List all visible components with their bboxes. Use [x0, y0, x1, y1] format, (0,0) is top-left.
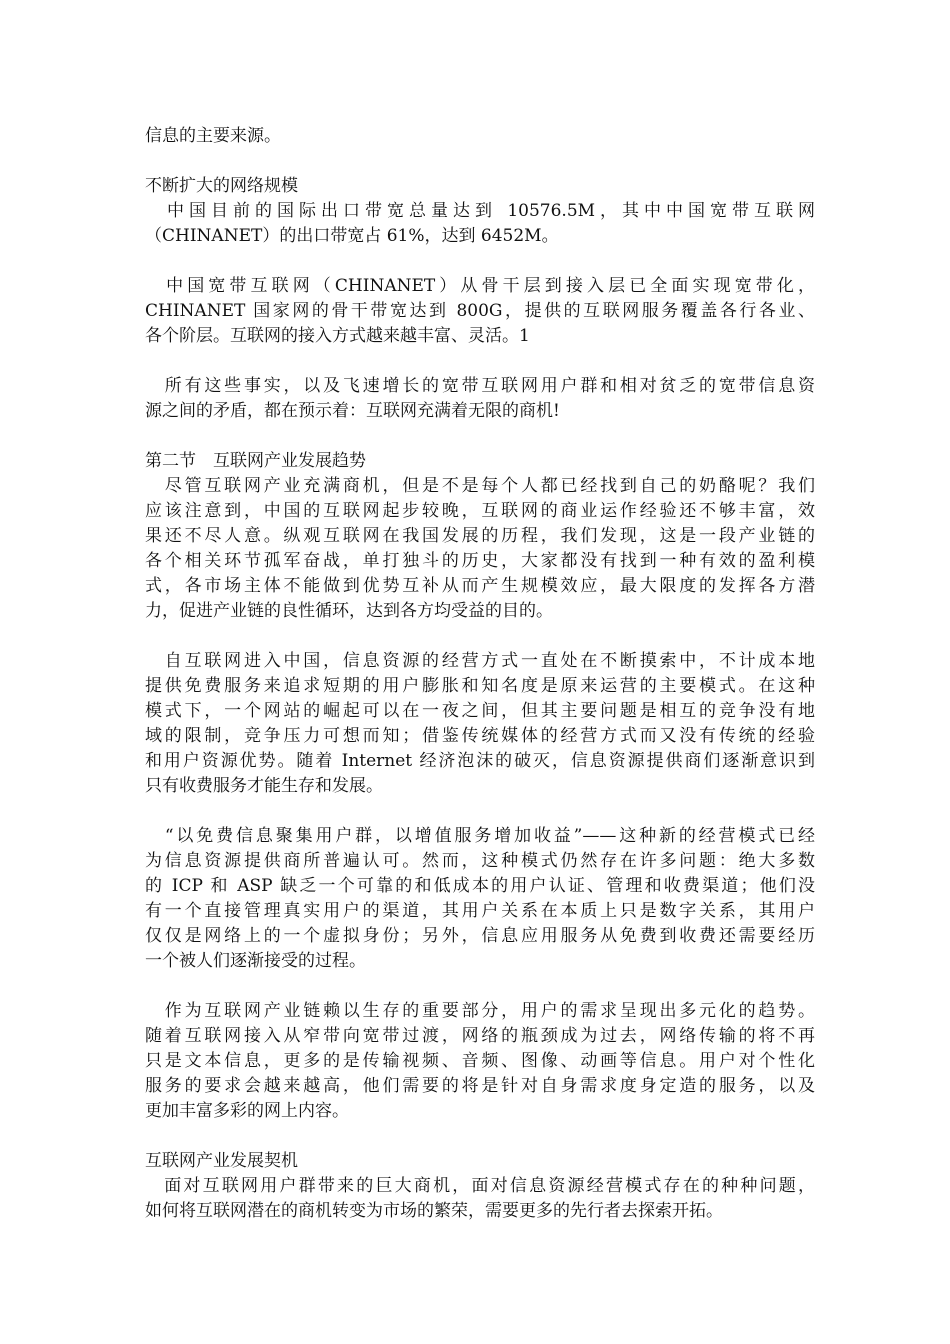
blank-line — [145, 624, 815, 649]
paragraph-line: 提供免费服务来追求短期的用户膨胀和知名度是原来运营的主要模式。在这种 — [145, 676, 815, 696]
paragraph-line: 和用户资源优势。随着 Internet 经济泡沫的破灭，信息资源提供商们逐渐意识到 — [145, 751, 815, 771]
paragraph-line: 作为互联网产业链赖以生存的重要部分，用户的需求呈现出多元化的趋势。 — [145, 1001, 815, 1021]
paragraph-line: 自互联网进入中国，信息资源的经营方式一直处在不断摸索中，不计成本地 — [145, 651, 815, 671]
paragraph — [145, 124, 815, 149]
section-heading: 第二节 互联网产业发展趋势 — [145, 451, 366, 471]
paragraph-line: 仅仅是网络上的一个虚拟身份；另外，信息应用服务从免费到收费还需要经历 — [145, 926, 815, 946]
blank-line — [145, 349, 815, 374]
paragraph-line: 为信息资源提供商所普遍认可。然而，这种模式仍然存在许多问题：绝大多数 — [145, 851, 815, 871]
paragraph-line: 力，促进产业链的良性循环，达到各方均受益的目的。 — [145, 601, 553, 621]
paragraph-line: 只是文本信息，更多的是传输视频、音频、图像、动画等信息。用户对个性化 — [145, 1051, 815, 1071]
paragraph-line: 域的限制，竞争压力可想而知；借鉴传统媒体的经营方式而又没有传统的经验 — [145, 726, 815, 746]
paragraph-line: 一个被人们逐渐接受的过程。 — [145, 951, 366, 971]
section-heading: 不断扩大的网络规模 — [145, 176, 298, 196]
paragraph-line: 各个阶层。互联网的接入方式越来越丰富、灵活。1 — [145, 326, 530, 346]
paragraph-line: 随着互联网接入从窄带向宽带过渡，网络的瓶颈成为过去，网络传输的将不再 — [145, 1026, 815, 1046]
paragraph-line: 中国宽带互联网（CHINANET）从骨干层到接入层已全面实现宽带化， — [145, 276, 815, 296]
blank-line — [145, 1124, 815, 1149]
paragraph-line: 如何将互联网潜在的商机转变为市场的繁荣，需要更多的先行者去探索开拓。 — [145, 1201, 723, 1221]
paragraph — [145, 1174, 815, 1224]
paragraph-line: 的 ICP 和 ASP 缺乏一个可靠的和低成本的用户认证、管理和收费渠道；他们没 — [145, 876, 815, 896]
paragraph-line: 模式下，一个网站的崛起可以在一夜之间，但其主要问题是相互的竞争没有地 — [145, 701, 815, 721]
paragraph-line: （CHINANET）的出口带宽占 61%，达到 6452M。 — [145, 226, 559, 246]
paragraph-line: 果还不尽人意。纵观互联网在我国发展的历程，我们发现，这是一段产业链的 — [145, 526, 815, 546]
paragraph-line: 面对互联网用户群带来的巨大商机，面对信息资源经营模式存在的种种问题， — [145, 1176, 815, 1196]
paragraph-line: 式，各市场主体不能做到优势互补从而产生规模效应，最大限度的发挥各方潜 — [145, 576, 815, 596]
paragraph-line: 尽管互联网产业充满商机，但是不是每个人都已经找到自己的奶酪呢？我们 — [145, 476, 815, 496]
document-page — [145, 124, 815, 1224]
blank-line — [145, 799, 815, 824]
paragraph — [145, 999, 815, 1124]
blank-line — [145, 249, 815, 274]
paragraph — [145, 274, 815, 349]
paragraph-line: 只有收费服务才能生存和发展。 — [145, 776, 383, 796]
paragraph — [145, 649, 815, 799]
paragraph-line: 服务的要求会越来越高，他们需要的将是针对自身需求度身定造的服务，以及 — [145, 1076, 815, 1096]
paragraph — [145, 824, 815, 974]
paragraph-line: 应该注意到，中国的互联网起步较晚，互联网的商业运作经验还不够丰富，效 — [145, 501, 815, 521]
blank-line — [145, 424, 815, 449]
paragraph-line: 所有这些事实，以及飞速增长的宽带互联网用户群和相对贫乏的宽带信息资 — [145, 376, 815, 396]
paragraph-line: 有一个直接管理真实用户的渠道，其用户关系在本质上只是数字关系，其用户 — [145, 901, 815, 921]
paragraph-line: “以免费信息聚集用户群，以增值服务增加收益”——这种新的经营模式已经 — [145, 826, 815, 846]
paragraph — [145, 374, 815, 424]
blank-line — [145, 149, 815, 174]
paragraph-line: 源之间的矛盾，都在预示着：互联网充满着无限的商机! — [145, 401, 560, 421]
paragraph-line: CHINANET 国家网的骨干带宽达到 800G，提供的互联网服务覆盖各行各业、 — [145, 301, 815, 321]
section-heading: 互联网产业发展契机 — [145, 1151, 298, 1171]
paragraph-line: 更加丰富多彩的网上内容。 — [145, 1101, 349, 1121]
paragraph-line: 信息的主要来源。 — [145, 126, 281, 146]
blank-line — [145, 974, 815, 999]
paragraph — [145, 199, 815, 249]
paragraph-line: 中国目前的国际出口带宽总量达到 10576.5M，其中中国宽带互联网 — [145, 201, 815, 221]
paragraph — [145, 474, 815, 624]
paragraph-line: 各个相关环节孤军奋战，单打独斗的历史，大家都没有找到一种有效的盈利模 — [145, 551, 815, 571]
